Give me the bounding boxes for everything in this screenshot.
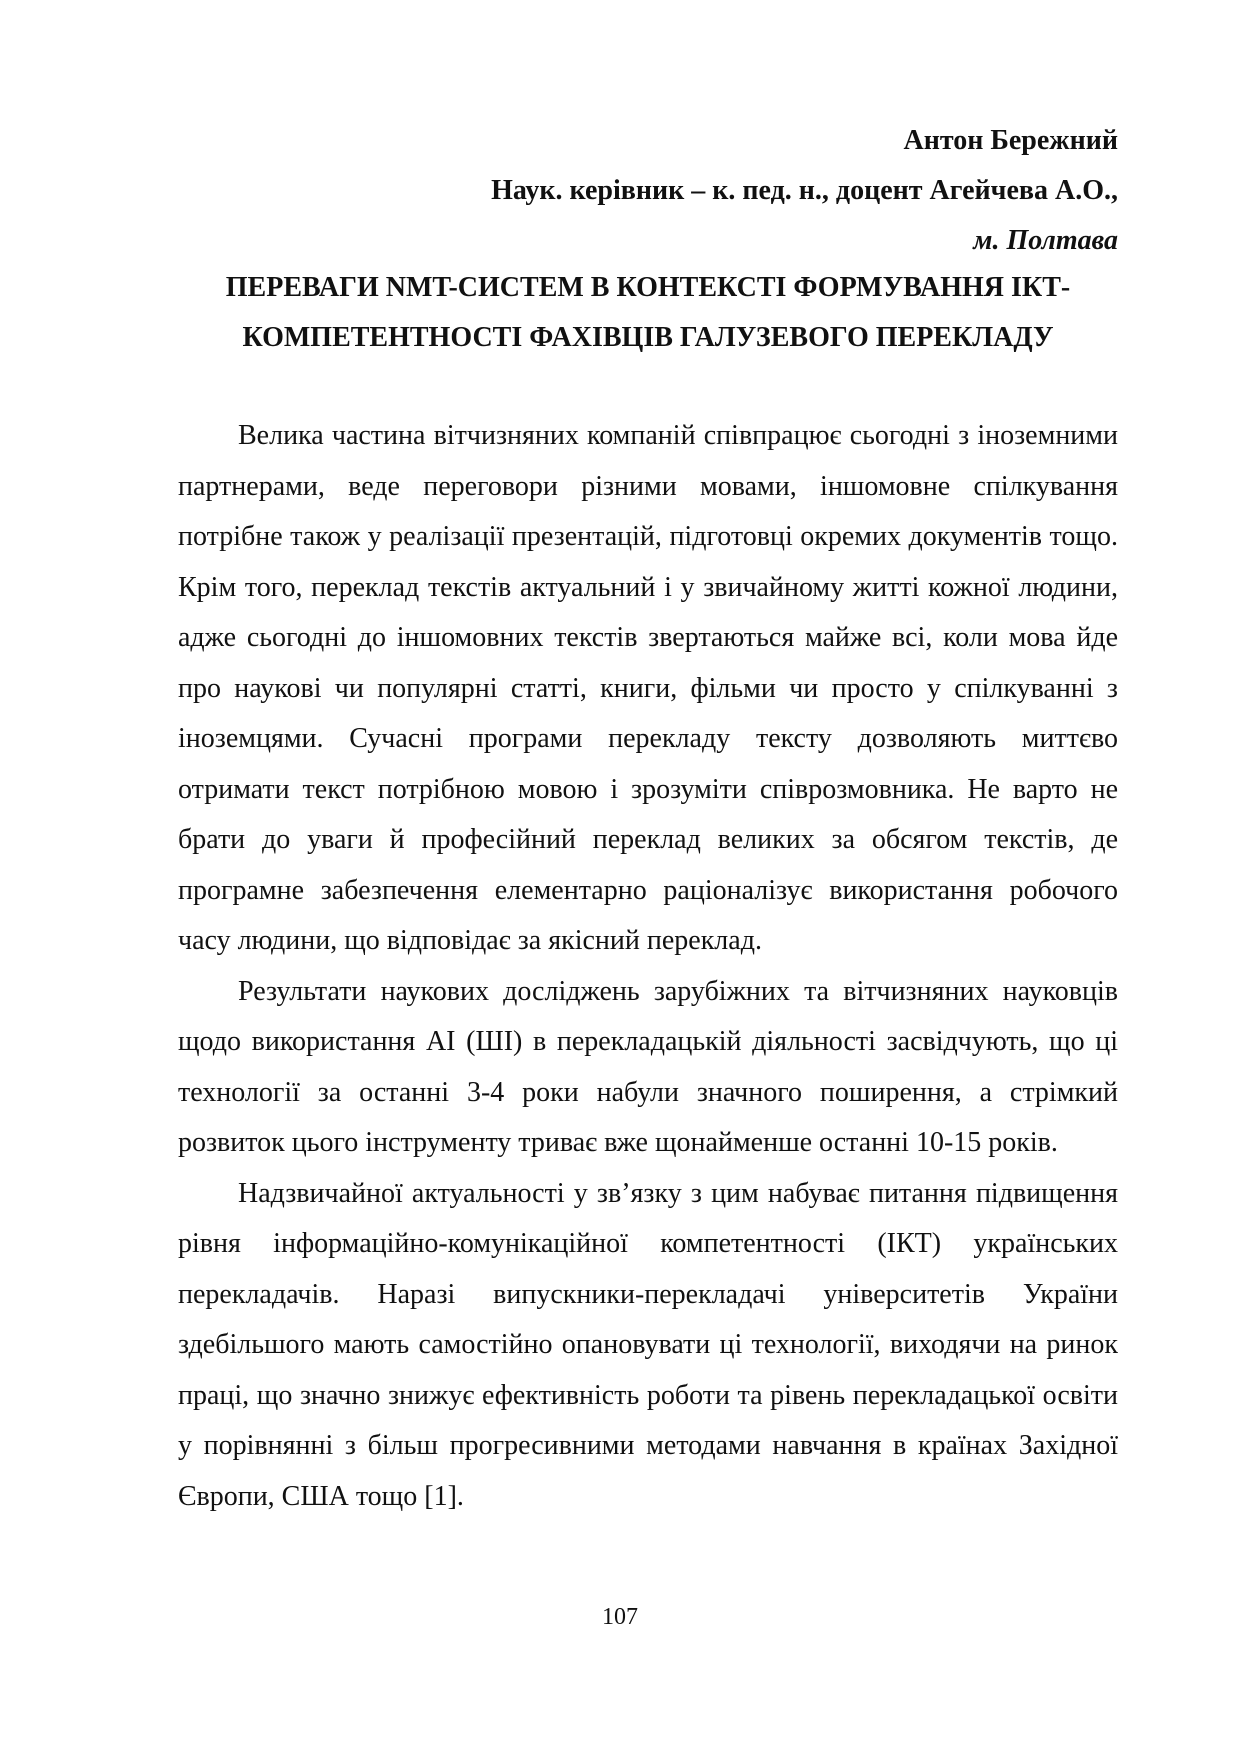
city-line: м. Полтава xyxy=(973,225,1118,256)
supervisor-line: Наук. керівник – к. пед. н., доцент Агейчева А.О., xyxy=(491,175,1118,206)
article-title xyxy=(178,263,1118,363)
paragraph-3: Надзвичайної актуальності у зв’язку з цим набуває питання підвищення рівня інформаційно-комунікаційної компетентності (ІКТ) українських перекладачів. Наразі випускники-перекладачі університетів України здебільшого мають самостійно опановувати ці технології, виходячи на ринок праці, що значно знижує ефективність роботи та рівень перекладацької освіти у порівнянні з більш прогресивними методами навчання в країнах Західної Європи, США тощо [1]. xyxy=(178,1177,1118,1512)
paragraph-1: Велика частина вітчизняних компаній співпрацює сьогодні з іноземними партнерами, веде переговори різними мовами, іншомовне спілкування потрібне також у реалізації презентацій, підготовці окремих документів тощо. Крім того, переклад текстів актуальний і у звичайному житті кожної людини, адже сьогодні до іншомовних текстів звертаються майже всі, коли мова йде про наукові чи популярні статті, книги, фільми чи просто у спілкуванні з іноземцями. Сучасні програми перекладу тексту дозволяють миттєво отримати текст потрібною мовою і зрозуміти співрозмовника. Не варто не брати до уваги й професійний переклад великих за обсягом текстів, де програмне забезпечення елементарно раціоналізує використання робочого часу людини, що відповідає за якісний переклад. xyxy=(178,420,1118,956)
paragraph-2: Результати наукових досліджень зарубіжних та вітчизняних науковців щодо використання АІ (ШІ) в перекладацькій діяльності засвідчують, що ці технології за останні 3-4 роки набули значного поширення, а стрімкий розвиток цього інструменту триває вже щонайменше останні 10-15 років. xyxy=(178,975,1118,1158)
author-block xyxy=(178,116,1118,266)
title-line-1: ПЕРЕВАГИ NMT-СИСТЕМ В КОНТЕКСТІ ФОРМУВАННЯ ІКТ- xyxy=(225,272,1071,303)
page-number: 107 xyxy=(602,1604,638,1630)
author-name: Антон Бережний xyxy=(903,125,1118,156)
title-line-2: КОМПЕТЕНТНОСТІ ФАХІВЦІВ ГАЛУЗЕВОГО ПЕРЕКЛАДУ xyxy=(242,322,1054,353)
article-body xyxy=(178,411,1118,1522)
